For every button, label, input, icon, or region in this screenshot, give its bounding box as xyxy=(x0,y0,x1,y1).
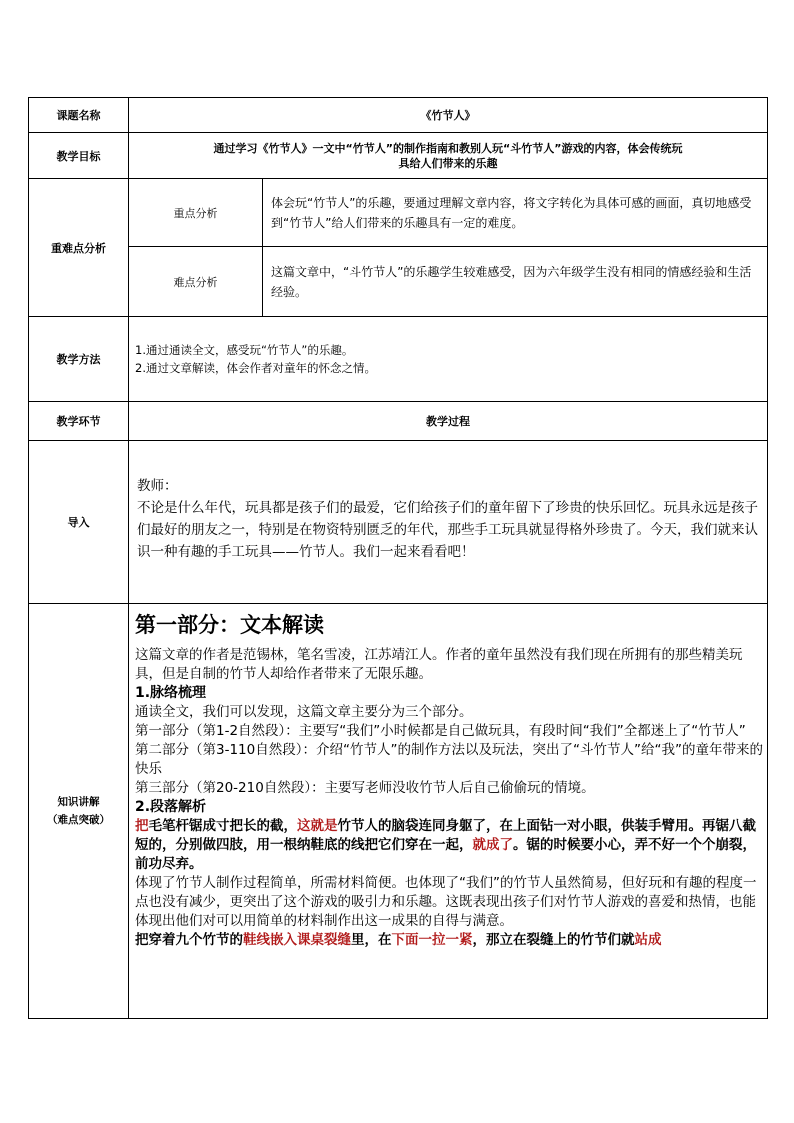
quote-two-highlight-2: 下面一拉一紧 xyxy=(391,932,473,948)
goal-row xyxy=(29,133,768,179)
quote-one-highlight-3: 就成了 xyxy=(472,837,513,853)
intro-row xyxy=(29,441,768,604)
goal-line-1: 通过学习《竹节人》一文中“竹节人”的制作指南和教别人玩“斗竹节人”游戏的内容，体会传统玩 xyxy=(213,141,683,155)
quote-one xyxy=(135,817,763,874)
analysis-title: 2.段落解析 xyxy=(135,799,207,815)
quote-two xyxy=(135,931,763,950)
quote-one-text-1: 毛笔杆锯成寸把长的截， xyxy=(148,818,297,834)
stage-row xyxy=(29,402,768,441)
goal-text xyxy=(129,133,768,179)
title-label: 课题名称 xyxy=(29,98,129,133)
key-point-label: 重点分析 xyxy=(129,179,263,247)
section-heading: 第一部分：文本解读 xyxy=(135,612,324,637)
title-value: 《竹节人》 xyxy=(129,98,768,133)
part-one: 第一部分（第1-2自然段）：主要写“我们”小时候都是自己做玩具，有段时间“我们”全都迷上了“竹节人” xyxy=(135,723,746,739)
hard-point-label: 难点分析 xyxy=(129,247,263,317)
lesson-plan-table xyxy=(28,97,768,1019)
quote-one-highlight-2: 这就是 xyxy=(297,818,338,834)
quote-one-highlight-1: 把 xyxy=(135,818,149,834)
method-item-2: 2.通过文章解读，体会作者对童年的怀念之情。 xyxy=(135,361,376,375)
intro-text xyxy=(129,441,768,604)
structure-title: 1.脉络梳理 xyxy=(135,685,207,701)
method-text xyxy=(129,317,768,402)
structure-intro: 通读全文，我们可以发现，这篇文章主要分为三个部分。 xyxy=(135,704,473,720)
intro-paragraph: 不论是什么年代，玩具都是孩子们的最爱，它们给孩子们的童年留下了珍贵的快乐回忆。玩具永远是孩子们最好的朋友之一，特别是在物资特别匮乏的年代，那些手工玩具就显得格外珍贵了。今天，我们就来认识一种有趣的手工玩具——竹节人。我们一起来看看吧！ xyxy=(137,500,758,560)
quote-two-highlight-3: 站成 xyxy=(634,932,662,948)
part-three: 第三部分（第20-210自然段）：主要写老师没收竹节人后自己偷偷玩的情境。 xyxy=(135,780,595,796)
knowledge-label-sub: （难点突破） xyxy=(47,814,110,826)
quote-two-highlight-1: 鞋线嵌入课桌裂缝 xyxy=(243,932,351,948)
knowledge-content xyxy=(129,604,768,1019)
analysis-one: 体现了竹节人制作过程简单，所需材料简便。也体现了“我们”的竹节人虽然简易，但好玩和有趣的程度一点也没有减少，更突出了这个游戏的吸引力和乐趣。这既表现出孩子们对竹节人游戏的喜爱和热情，也能体现出他们对可以用简单的材料制作出这一成果的自得与满意。 xyxy=(135,875,757,929)
author-paragraph: 这篇文章的作者是范锡林，笔名雪凌，江苏靖江人。作者的童年虽然没有我们现在所拥有的那些精美玩具，但是自制的竹节人却给作者带来了无限乐趣。 xyxy=(135,647,743,682)
difficulty-label: 重难点分析 xyxy=(29,179,129,317)
hard-point-text: 这篇文章中，“斗竹节人”的乐趣学生较难感受，因为六年级学生没有相同的情感经验和生活经验。 xyxy=(263,247,768,317)
goal-line-2: 具给人们带来的乐趣 xyxy=(398,156,498,170)
knowledge-label xyxy=(29,604,129,1019)
lesson-plan-page xyxy=(28,97,767,1019)
intro-label: 导入 xyxy=(29,441,129,604)
stage-value: 教学过程 xyxy=(129,402,768,441)
stage-label: 教学环节 xyxy=(29,402,129,441)
part-two: 第二部分（第3-110自然段）：介绍“竹节人”的制作方法以及玩法，突出了“斗竹节人”给“我”的童年带来的快乐 xyxy=(135,742,763,777)
quote-two-text-3: ，那立在裂缝上的竹节们就 xyxy=(472,932,635,948)
quote-two-text-1: 把穿着九个竹节的 xyxy=(135,932,243,948)
title-row xyxy=(29,98,768,133)
intro-speaker: 教师： xyxy=(137,478,178,494)
knowledge-row xyxy=(29,604,768,1019)
method-item-1: 1.通过通读全文，感受玩“竹节人”的乐趣。 xyxy=(135,343,354,357)
quote-two-text-2: 里，在 xyxy=(351,932,392,948)
key-point-text: 体会玩“竹节人”的乐趣，要通过理解文章内容，将文字转化为具体可感的画面，真切地感受到“竹节人”给人们带来的乐趣具有一定的难度。 xyxy=(263,179,768,247)
goal-label: 教学目标 xyxy=(29,133,129,179)
quote-one-text-2: 竹节人的脑袋连同身躯了，在上面钻一对小眼，供装手臂用。再锯八截短的，分别做四肢，用一根纳鞋底的线把它们穿在一起， xyxy=(135,818,756,853)
method-label: 教学方法 xyxy=(29,317,129,402)
key-point-row xyxy=(29,179,768,247)
quote-one-text-3: 。锯的时候要小心，弄不好一个个崩裂，前功尽弃。 xyxy=(135,837,756,872)
hard-point-row xyxy=(29,247,768,317)
method-row xyxy=(29,317,768,402)
knowledge-label-main: 知识讲解 xyxy=(57,796,100,808)
